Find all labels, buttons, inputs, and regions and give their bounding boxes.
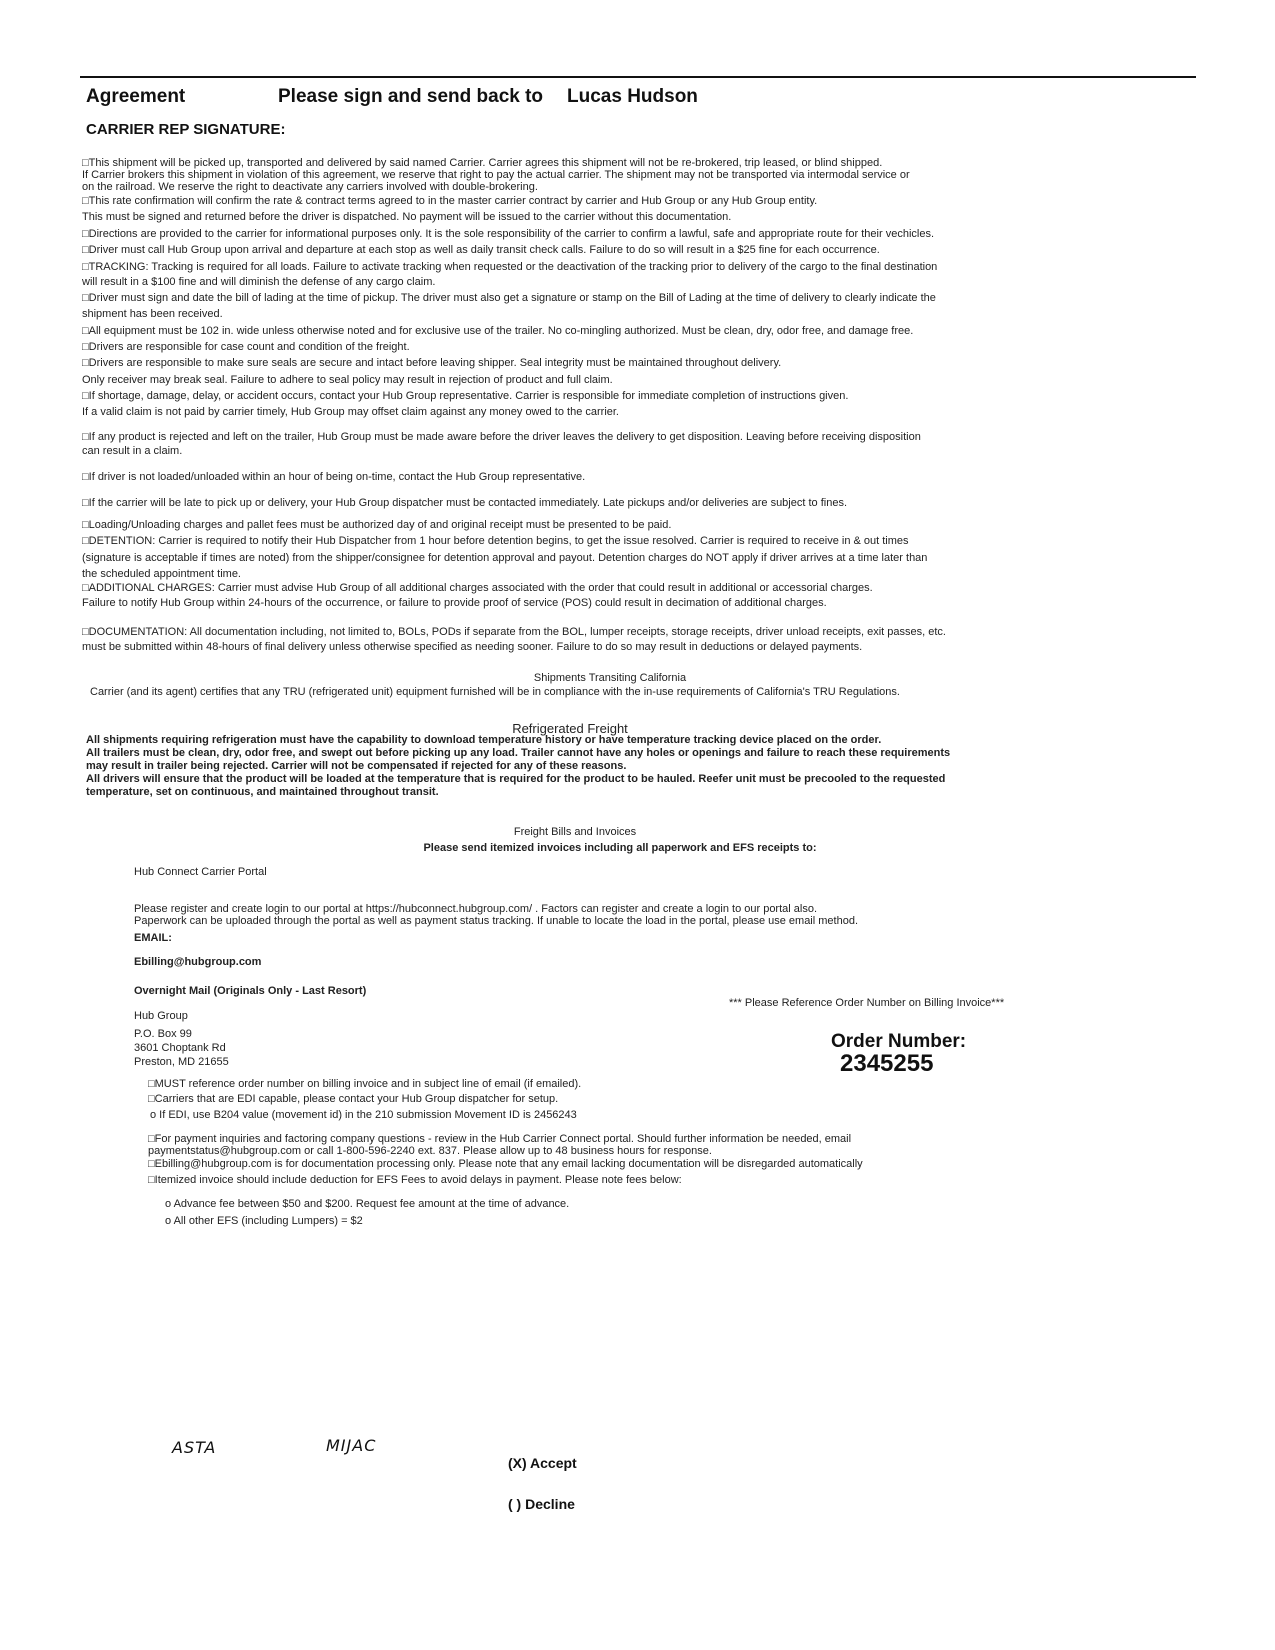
decline-option[interactable]: ( ) Decline xyxy=(508,1496,575,1512)
term-line: □If driver is not loaded/unloaded within an hour of being on-time, contact the Hub Group representative. xyxy=(82,471,586,483)
term-line: If Carrier brokers this shipment in violation of this agreement, we reserve that right to pay the actual carrier. The shipment may not be transported via intermodal service or xyxy=(82,169,910,181)
overnight-mail-heading: Overnight Mail (Originals Only - Last Resort) xyxy=(134,985,367,997)
term-line: □If the carrier will be late to pick up or delivery, your Hub Group dispatcher must be contacted immediately. Late pickups and/or deliveries are subject to fines. xyxy=(82,497,847,509)
term-line: □This rate confirmation will confirm the rate & contract terms agreed to in the master carrier contract by carrier and Hub Group or any Hub Group entity. xyxy=(82,195,818,207)
contact-name: Lucas Hudson xyxy=(567,86,698,107)
term-line: □Driver must sign and date the bill of lading at the time of pickup. The driver must also get a signature or stamp on the Bill of Lading at the time of delivery to clearly indicate the xyxy=(82,292,936,304)
payment-line: □Ebilling@hubgroup.com is for documentation processing only. Please note that any email lacking documentation will be disregarded automatically xyxy=(148,1158,863,1170)
send-back-label: Please sign and send back to xyxy=(278,86,544,107)
reefer-line: temperature, set on continuous, and maintained throughout transit. xyxy=(86,786,439,798)
term-line: □Drivers are responsible for case count and condition of the freight. xyxy=(82,341,410,353)
order-number-value: 2345255 xyxy=(840,1050,934,1077)
note-line: □MUST reference order number on billing invoice and in subject line of email (if emailed). xyxy=(148,1078,582,1090)
term-line: can result in a claim. xyxy=(82,445,183,457)
term-line: This must be signed and returned before the driver is dispatched. No payment will be issued to the carrier without this documentation. xyxy=(82,211,732,223)
portal-text: Please register and create login to our portal at https://hubconnect.hubgroup.com/ . Factors can register and create a login to our portal also. xyxy=(134,903,818,915)
term-line: □TRACKING: Tracking is required for all loads. Failure to activate tracking when requested or the deactivation of the tracking prior to delivery of the cargo to the final destination xyxy=(82,261,938,273)
reefer-line: All trailers must be clean, dry, odor free, and swept out before picking up any load. Trailer cannot have any holes or openings and failure to reach these requirements xyxy=(86,747,951,759)
payment-line: □For payment inquiries and factoring company questions - review in the Hub Carrier Connect portal. Should further information be needed, email xyxy=(148,1133,852,1145)
reefer-line: may result in trailer being rejected. Carrier will not be compensated if rejected for any of these reasons. xyxy=(86,760,627,772)
term-line: □All equipment must be 102 in. wide unless otherwise noted and for exclusive use of the trailer. No co-mingling authorized. Must be clean, dry, odor free, and damage free. xyxy=(82,325,914,337)
fee-line: o All other EFS (including Lumpers) = $2 xyxy=(165,1215,363,1227)
carrier-initials-2: MIJAC xyxy=(326,1436,377,1455)
reefer-line: All shipments requiring refrigeration must have the capability to download temperature history or have temperature tracking device placed on the order. xyxy=(86,734,882,746)
accept-option[interactable]: (X) Accept xyxy=(508,1455,577,1471)
reefer-line: All drivers will ensure that the product will be loaded at the temperature that is required for the product to be hauled. Reefer unit must be precooled to the requested xyxy=(86,773,946,785)
term-line: on the railroad. We reserve the right to deactivate any carriers involved with double-brokering. xyxy=(82,181,538,193)
term-line: Only receiver may break seal. Failure to adhere to seal policy may result in rejection of product and full claim. xyxy=(82,374,613,386)
note-line: □Carriers that are EDI capable, please contact your Hub Group dispatcher for setup. xyxy=(148,1093,559,1105)
top-rule xyxy=(80,76,1196,78)
term-line: □This shipment will be picked up, transported and delivered by said named Carrier. Carrier agrees this shipment will not be re-brokered, trip leased, or blind shipped. xyxy=(82,157,883,169)
term-line: If a valid claim is not paid by carrier timely, Hub Group may offset claim against any money owed to the carrier. xyxy=(82,406,619,418)
billing-email-link[interactable]: Ebilling@hubgroup.com xyxy=(134,956,262,968)
reefer-title: Refrigerated Freight xyxy=(512,721,628,736)
invoices-title: Freight Bills and Invoices xyxy=(513,826,637,838)
portal-text: Paperwork can be uploaded through the portal as well as payment status tracking. If unable to locate the load in the portal, please use email method. xyxy=(134,915,858,927)
carrier-initials-1: ASTA xyxy=(172,1438,217,1457)
portal-heading: Hub Connect Carrier Portal xyxy=(134,866,267,878)
reference-note: *** Please Reference Order Number on Billing Invoice*** xyxy=(729,997,1005,1009)
term-line: □Driver must call Hub Group upon arrival and departure at each stop as well as daily transit check calls. Failure to do so will result in a $25 fine for each occurrence. xyxy=(82,244,880,256)
term-line: the scheduled appointment time. xyxy=(82,568,241,580)
address-line: Hub Group xyxy=(134,1010,188,1022)
address-line: 3601 Choptank Rd xyxy=(134,1042,226,1054)
term-line: □Directions are provided to the carrier for informational purposes only. It is the sole responsibility of the carrier to confirm a lawful, safe and appropriate route for their vechicles. xyxy=(82,228,935,240)
address-line: Preston, MD 21655 xyxy=(134,1056,229,1068)
email-label: EMAIL: xyxy=(134,932,172,944)
carrier-rep-signature-label: CARRIER REP SIGNATURE: xyxy=(86,121,286,138)
term-line: Failure to notify Hub Group within 24-hours of the occurrence, or failure to provide proof of service (POS) could result in decimation of additional charges. xyxy=(82,597,827,609)
payment-line: paymentstatus@hubgroup.com or call 1-800-596-2240 ext. 837. Please allow up to 48 business hours for response. xyxy=(148,1145,712,1157)
term-line: □Drivers are responsible to make sure seals are secure and intact before leaving shipper. Seal integrity must be maintained throughout delivery. xyxy=(82,357,782,369)
california-text: Carrier (and its agent) certifies that any TRU (refrigerated unit) equipment furnished will be in compliance with the in-use requirements of California's TRU Regulations. xyxy=(90,686,900,698)
order-number-label: Order Number: xyxy=(831,1031,967,1052)
term-line: □DETENTION: Carrier is required to notify their Hub Dispatcher from 1 hour before detention begins, to get the issue resolved. Carrier is required to receive in & out times xyxy=(82,535,909,547)
term-line: □If any product is rejected and left on the trailer, Hub Group must be made aware before the driver leaves the delivery to get disposition. Leaving before receiving disposition xyxy=(82,431,921,443)
term-line: shipment has been received. xyxy=(82,308,223,320)
term-line: □ADDITIONAL CHARGES: Carrier must advise Hub Group of all additional charges associated with the order that could result in additional or accessorial charges. xyxy=(82,582,873,594)
term-line: □If shortage, damage, delay, or accident occurs, contact your Hub Group representative. Carrier is responsible for immediate completion of instructions given. xyxy=(82,390,849,402)
fee-line: o Advance fee between $50 and $200. Request fee amount at the time of advance. xyxy=(165,1198,570,1210)
term-line: (signature is acceptable if times are noted) from the shipper/consignee for detention approval and payout. Detention charges do NOT apply if driver arrives at a time later than xyxy=(82,552,928,564)
term-line: □DOCUMENTATION: All documentation including, not limited to, BOLs, PODs if separate from the BOL, lumper receipts, storage receipts, driver unload receipts, exit passes, etc. xyxy=(82,626,946,638)
term-line: will result in a $100 fine and will diminish the defense of any cargo claim. xyxy=(82,276,436,288)
agreement-heading: Agreement xyxy=(86,86,186,107)
california-title: Shipments Transiting California xyxy=(533,672,687,684)
term-line: □Loading/Unloading charges and pallet fees must be authorized day of and original receipt must be presented to be paid. xyxy=(82,519,672,531)
term-line: must be submitted within 48-hours of final delivery unless otherwise specified as needing sooner. Failure to do so may result in deductions or delayed payments. xyxy=(82,641,863,653)
invoices-subtitle: Please send itemized invoices including all paperwork and EFS receipts to: xyxy=(423,842,817,854)
address-line: P.O. Box 99 xyxy=(134,1028,192,1040)
payment-line: □Itemized invoice should include deduction for EFS Fees to avoid delays in payment. Please note fees below: xyxy=(148,1174,682,1186)
note-line: o If EDI, use B204 value (movement id) in the 210 submission Movement ID is 2456243 xyxy=(150,1109,577,1121)
